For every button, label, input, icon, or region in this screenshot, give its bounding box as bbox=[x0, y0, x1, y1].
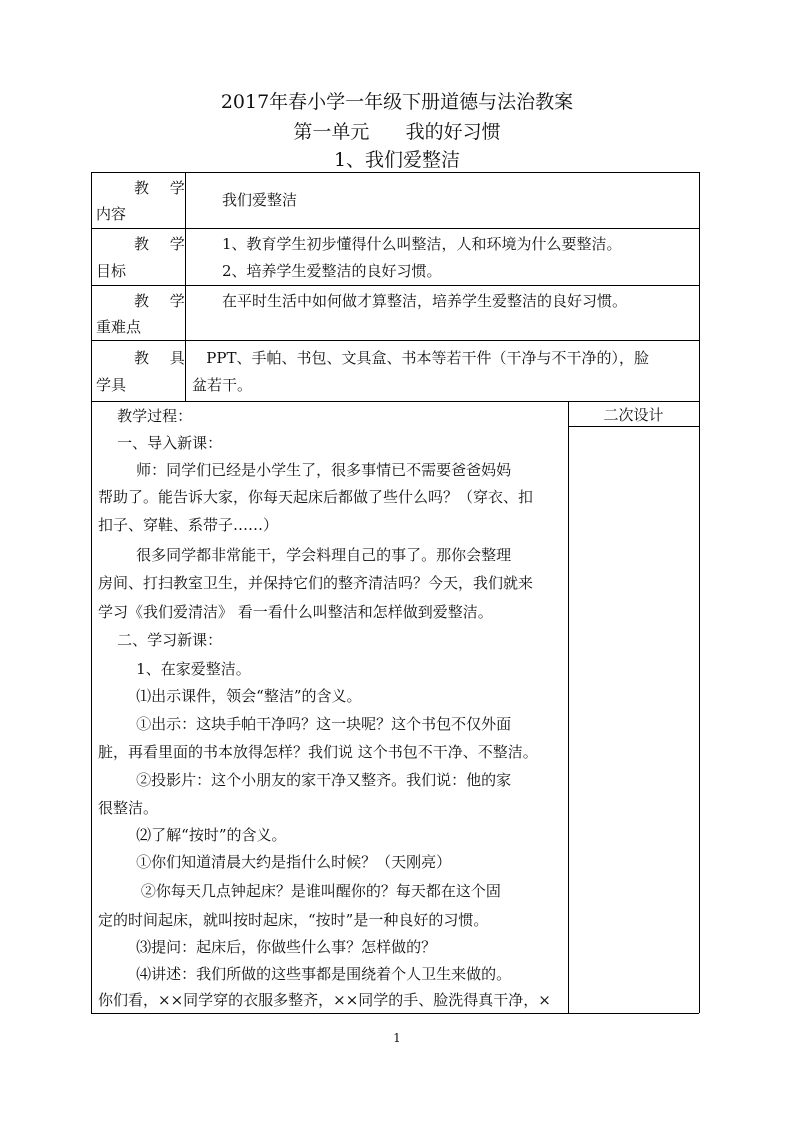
process-line: 二、学习新课： bbox=[98, 631, 223, 649]
process-line: 师：同学们已经是小学生了，很多事情已不需要爸爸妈妈 bbox=[98, 461, 512, 479]
row-divider bbox=[91, 401, 699, 402]
row-divider bbox=[91, 340, 699, 341]
goal-line: 1、教育学生初步懂得什么叫整洁，人和环境为什么要整洁。 bbox=[222, 235, 622, 253]
row-label-goals-sub: 目标 bbox=[96, 262, 127, 280]
process-line: ⑶提问：起床后，你做些什么事？怎样做的？ bbox=[98, 938, 437, 956]
process-line: 你们看，××同学穿的衣服多整齐，××同学的手、脸洗得真干净，× bbox=[98, 991, 551, 1009]
process-line: 帮助了。能告诉大家，你每天起床后都做了些什么吗？（穿衣、扣 bbox=[98, 488, 534, 506]
process-line: 很多同学都非常能干，学会料理自己的事了。那你会整理 bbox=[98, 546, 512, 564]
row-label-materials-sub: 学具 bbox=[96, 376, 127, 394]
process-line: 1、在家爱整洁。 bbox=[98, 660, 251, 678]
second-design-header: 二次设计 bbox=[603, 406, 664, 424]
side-header-divider bbox=[568, 426, 699, 427]
process-line: 房间、打扫教室卫生，并保持它们的整齐清洁吗？今天，我们就来 bbox=[98, 574, 534, 592]
process-line: ⑷讲述：我们所做的这些事都是围绕着个人卫生来做的。 bbox=[98, 965, 512, 983]
process-line: ⑵了解“按时”的含义。 bbox=[98, 826, 287, 844]
side-column-divider bbox=[568, 401, 569, 1013]
process-line: ②你每天几点钟起床？是谁叫醒你的？每天都在这个固 bbox=[98, 882, 501, 900]
page-number: 1 bbox=[393, 1031, 401, 1045]
process-line: 教学过程： bbox=[98, 407, 193, 425]
lesson-title: 1、我们爱整洁 bbox=[333, 149, 461, 171]
process-line: 学习《我们爱清洁》 看一看什么叫整洁和怎样做到爱整洁。 bbox=[98, 603, 493, 621]
row-label-key-points-sub: 重难点 bbox=[96, 318, 142, 336]
row-divider bbox=[91, 228, 699, 229]
process-line: 一、导入新课： bbox=[98, 434, 223, 452]
row-label-content: 教 学 bbox=[134, 179, 193, 197]
row-label-key-points: 教 学 bbox=[134, 292, 193, 310]
row-label-materials: 教 具 bbox=[134, 349, 193, 367]
row-divider bbox=[91, 285, 699, 286]
table-border-left bbox=[91, 172, 92, 1013]
goal-line: 2、培养学生爱整洁的良好习惯。 bbox=[222, 262, 442, 280]
process-line: ②投影片：这个小朋友的家干净又整齐。我们说：他的家 bbox=[98, 771, 512, 789]
unit-title: 第一单元 我的好习惯 bbox=[293, 121, 501, 143]
row-label-content-sub: 内容 bbox=[96, 205, 127, 223]
key-points-value: 在平时生活中如何做才算整洁，培养学生爱整洁的良好习惯。 bbox=[222, 292, 628, 310]
process-line: ①出示：这块手帕干净吗？这一块呢？这个书包不仅外面 bbox=[98, 715, 512, 733]
process-line: 很整洁。 bbox=[98, 799, 159, 817]
materials-line: PPT、手帕、书包、文具盒、书本等若干件（干净与不干净的），脸 bbox=[192, 349, 649, 367]
materials-line: 盆若干。 bbox=[192, 376, 253, 394]
row-label-goals: 教 学 bbox=[134, 235, 193, 253]
process-line: ⑴出示课件，领会“整洁”的含义。 bbox=[98, 687, 362, 705]
document-title: 2017年春小学一年级下册道德与法治教案 bbox=[220, 91, 574, 113]
process-line: 定的时间起床，就叫按时起床，“按时”是一种良好的习惯。 bbox=[98, 911, 489, 929]
process-line: 脏，再看里面的书本放得怎样？我们说 这个书包不干净、不整洁。 bbox=[98, 743, 538, 761]
table-border-top bbox=[91, 172, 699, 173]
process-line: 扣子、穿鞋、系带子……） bbox=[98, 516, 279, 534]
content-value: 我们爱整洁 bbox=[222, 191, 298, 209]
process-line: ①你们知道清晨大约是指什么时候？（天刚亮） bbox=[98, 853, 452, 871]
table-border-bottom bbox=[91, 1013, 699, 1014]
table-border-right bbox=[699, 172, 700, 1013]
